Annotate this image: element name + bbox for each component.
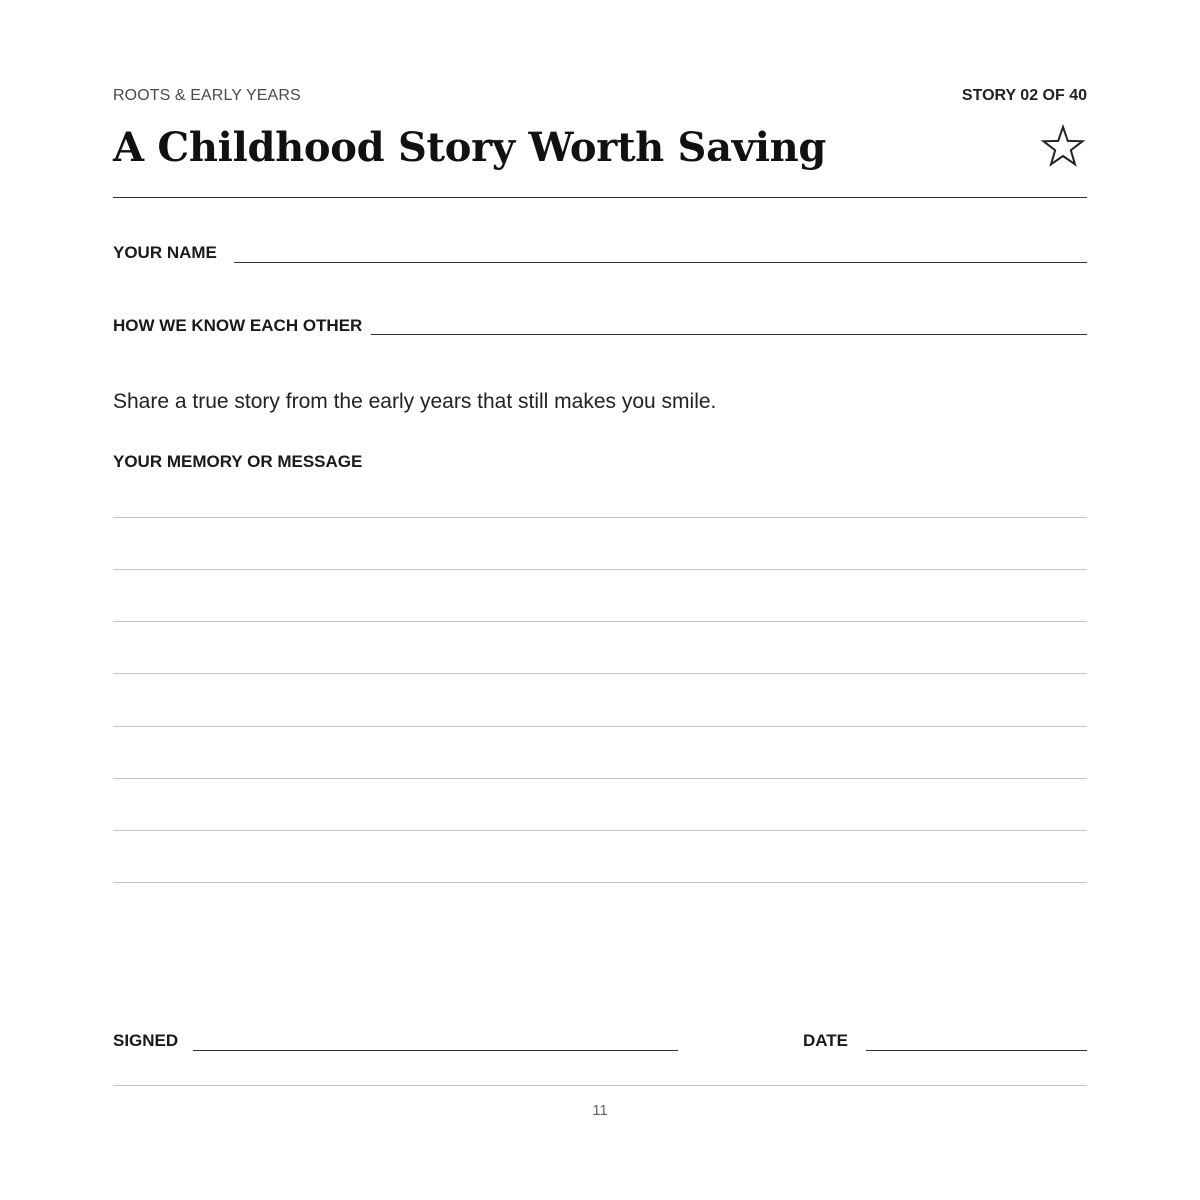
star-outline-icon[interactable] xyxy=(1039,122,1087,170)
signed-label: SIGNED xyxy=(113,1031,179,1050)
footer-divider xyxy=(113,1085,1087,1086)
signature-input-line[interactable] xyxy=(193,1050,678,1051)
name-label: YOUR NAME xyxy=(113,243,217,262)
date-label: DATE xyxy=(803,1031,849,1050)
writing-line[interactable] xyxy=(113,517,1087,518)
writing-line[interactable] xyxy=(113,673,1087,674)
writing-line[interactable] xyxy=(113,882,1087,883)
memory-label: YOUR MEMORY OR MESSAGE xyxy=(113,452,363,471)
writing-line[interactable] xyxy=(113,569,1087,570)
story-count: STORY 02 OF 40 xyxy=(961,87,1087,104)
relationship-label: HOW WE KNOW EACH OTHER xyxy=(113,316,363,335)
writing-line[interactable] xyxy=(113,726,1087,727)
writing-line[interactable] xyxy=(113,621,1087,622)
page-title: A Childhood Story Worth Saving xyxy=(113,124,827,171)
section-label: ROOTS & EARLY YEARS xyxy=(113,87,301,104)
writing-line[interactable] xyxy=(113,778,1087,779)
story-prompt: Share a true story from the early years that still makes you smile. xyxy=(113,390,717,413)
relationship-input-line[interactable] xyxy=(371,334,1087,335)
title-divider xyxy=(113,197,1087,198)
name-input-line[interactable] xyxy=(234,262,1087,263)
date-input-line[interactable] xyxy=(866,1050,1087,1051)
page-number: 11 xyxy=(592,1102,608,1119)
writing-line[interactable] xyxy=(113,830,1087,831)
memory-page xyxy=(113,0,1087,1200)
